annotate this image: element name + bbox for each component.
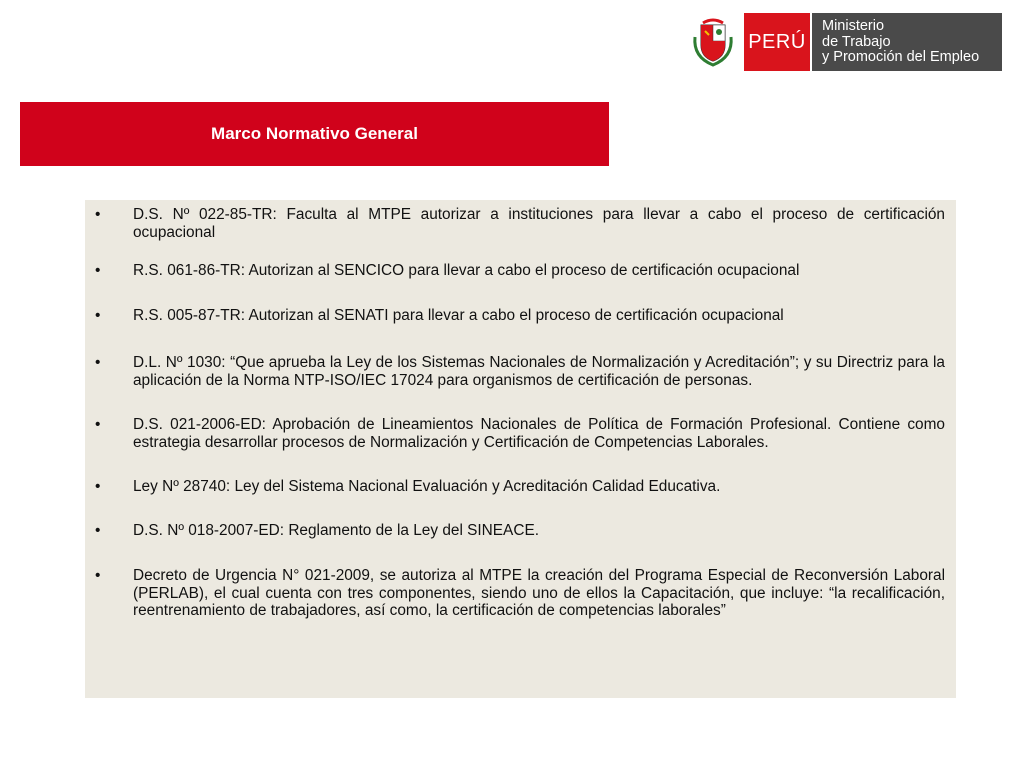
list-item	[85, 478, 945, 496]
ministry-line-2: de Trabajo	[822, 33, 891, 50]
list-item	[85, 262, 945, 280]
bullet-icon: •	[95, 354, 101, 371]
page-title: Marco Normativo General	[20, 102, 609, 166]
list-item-text: D.S. Nº 018-2007-ED: Reglamento de la Ley del SINEACE.	[133, 522, 539, 539]
bullet-icon: •	[95, 262, 101, 279]
list-item-text: Decreto de Urgencia N° 021-2009, se autoriza al MTPE la creación del Programa Especial de Reconversión Laboral (PERLAB), el cual cuenta con tres componentes, siendo uno de ellos la Capacitación, que incluye: “la recalificación, reentrenamiento de trabajadores, así como, la certificación de competencias laborales”	[133, 567, 945, 619]
list-item	[85, 206, 945, 241]
list-item	[85, 567, 945, 620]
bullet-icon: •	[95, 567, 101, 584]
bullet-icon: •	[95, 206, 101, 223]
ministry-name	[812, 13, 1002, 71]
ministry-logo	[689, 13, 1002, 71]
list-item-text: D.L. Nº 1030: “Que aprueba la Ley de los Sistemas Nacionales de Normalización y Acreditación”; y su Directriz para la aplicación de la Norma NTP-ISO/IEC 17024 para organismos de certificación de personas.	[133, 354, 945, 389]
list-item	[85, 307, 945, 325]
peru-label: PERÚ	[744, 13, 812, 71]
list-item	[85, 354, 945, 389]
content-panel	[85, 200, 956, 698]
list-item-text: Ley Nº 28740: Ley del Sistema Nacional Evaluación y Acreditación Calidad Educativa.	[133, 478, 721, 495]
list-item	[85, 416, 945, 451]
bullet-icon: •	[95, 307, 101, 324]
regulation-list	[85, 200, 956, 619]
bullet-icon: •	[95, 522, 101, 539]
coat-of-arms-icon	[689, 17, 737, 67]
bullet-icon: •	[95, 478, 101, 495]
ministry-line-1: Ministerio	[822, 18, 885, 34]
bullet-icon: •	[95, 416, 101, 433]
list-item-text: D.S. Nº 022-85-TR: Faculta al MTPE autorizar a instituciones para llevar a cabo el proceso de certificación ocupacional	[133, 206, 945, 241]
list-item-text: R.S. 005-87-TR: Autorizan al SENATI para llevar a cabo el proceso de certificación ocupacional	[133, 307, 784, 324]
list-item-text: R.S. 061-86-TR: Autorizan al SENCICO para llevar a cabo el proceso de certificación ocupacional	[133, 262, 800, 279]
list-item	[85, 522, 945, 540]
list-item-text: D.S. 021-2006-ED: Aprobación de Lineamientos Nacionales de Política de Formación Profesional. Contiene como estrategia desarrollar procesos de Normalización y Certificación de Competencias Laborales.	[133, 416, 945, 451]
ministry-line-3: y Promoción del Empleo	[822, 49, 980, 65]
